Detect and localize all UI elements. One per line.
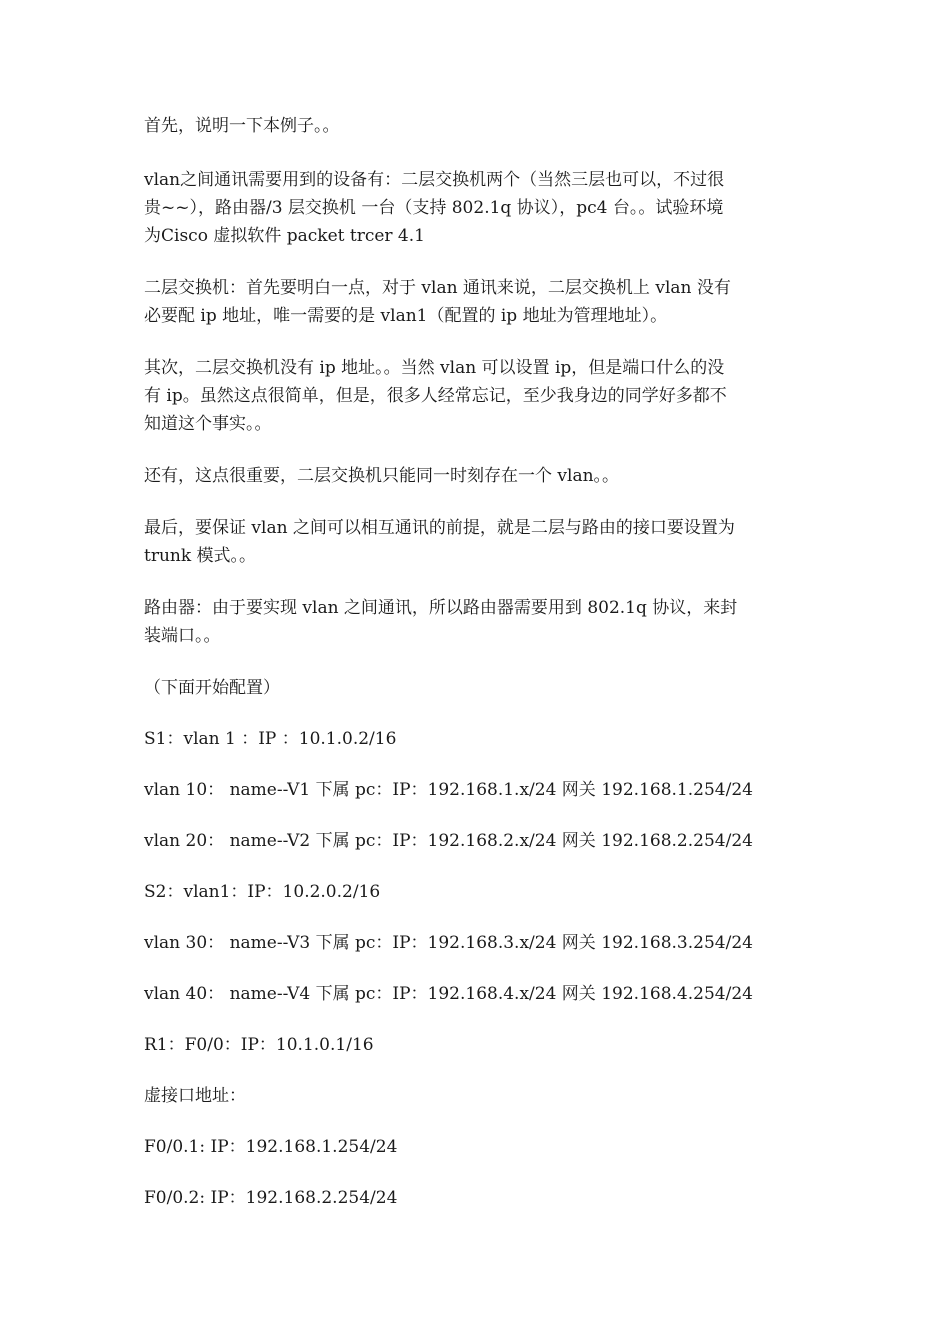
text-line: 二层交换机：首先要明白一点，对于 vlan 通讯来说，二层交换机上 vlan 没有 — [144, 278, 731, 298]
config-vlan10 — [144, 776, 808, 804]
text-line: 其次，二层交换机没有 ip 地址。。当然 vlan 可以设置 ip，但是端口什么的没 — [144, 358, 725, 378]
paragraph-router — [144, 594, 808, 650]
text-line: R1：F0/0：IP：10.1.0.1/16 — [144, 1035, 374, 1055]
config-r1 — [144, 1031, 808, 1059]
text-line: 路由器：由于要实现 vlan 之间通讯，所以路由器需要用到 802.1q 协议，来封 — [144, 598, 738, 618]
config-f0-0-2 — [144, 1184, 808, 1212]
text-line: 最后，要保证 vlan 之间可以相互通讯的前提，就是二层与路由的接口要设置为 — [144, 518, 735, 538]
text-line: S2：vlan1：IP：10.2.0.2/16 — [144, 882, 381, 902]
paragraph-equipment — [144, 166, 808, 250]
text-line: vlan 20： name--V2 下属 pc：IP：192.168.2.x/24 网关 192.168.2.254/24 — [144, 831, 753, 851]
text-line: F0/0.2: IP：192.168.2.254/24 — [144, 1188, 398, 1208]
text-line: 必要配 ip 地址，唯一需要的是 vlan1（配置的 ip 地址为管理地址）。 — [144, 306, 668, 326]
text-line: vlan 10： name--V1 下属 pc：IP：192.168.1.x/24 网关 192.168.1.254/24 — [144, 780, 753, 800]
text-line: （下面开始配置） — [144, 678, 280, 698]
text-line: 虚接口地址： — [144, 1086, 246, 1106]
text-line: 有 ip。虽然这点很简单，但是，很多人经常忘记，至少我身边的同学好多都不 — [144, 386, 727, 406]
text-line: 装端口。。 — [144, 626, 221, 646]
config-vlan20 — [144, 827, 808, 855]
text-line: 为Cisco 虚拟软件 packet trcer 4.1 — [144, 226, 425, 246]
text-line: trunk 模式。。 — [144, 546, 257, 566]
text-line: 贵~~），路由器/3 层交换机 一台（支持 802.1q 协议），pc4 台。。试验环境 — [144, 198, 724, 218]
text-line: F0/0.1: IP：192.168.1.254/24 — [144, 1137, 398, 1157]
text-line: vlan 40： name--V4 下属 pc：IP：192.168.4.x/24 网关 192.168.4.254/24 — [144, 984, 753, 1004]
text-line: 知道这个事实。。 — [144, 414, 272, 434]
config-s1 — [144, 725, 808, 753]
config-s2 — [144, 878, 808, 906]
paragraph-layer2-switch — [144, 274, 808, 330]
paragraph-one-vlan — [144, 462, 808, 490]
config-vlan40 — [144, 980, 808, 1008]
paragraph-intro — [144, 112, 808, 140]
config-f0-0-1 — [144, 1133, 808, 1161]
text-line: 首先，说明一下本例子。。 — [144, 116, 340, 136]
paragraph-trunk — [144, 514, 808, 570]
text-line: S1：vlan 1 ：IP ：10.1.0.2/16 — [144, 729, 397, 749]
config-vlan30 — [144, 929, 808, 957]
text-line: 还有，这点很重要，二层交换机只能同一时刻存在一个 vlan。。 — [144, 466, 620, 486]
paragraph-no-ip — [144, 354, 808, 438]
text-line: vlan 30： name--V3 下属 pc：IP：192.168.3.x/24 网关 192.168.3.254/24 — [144, 933, 753, 953]
config-subinterface-heading — [144, 1082, 808, 1110]
text-line: vlan之间通讯需要用到的设备有：二层交换机两个（当然三层也可以，不过很 — [144, 170, 725, 190]
paragraph-config-start — [144, 674, 808, 702]
